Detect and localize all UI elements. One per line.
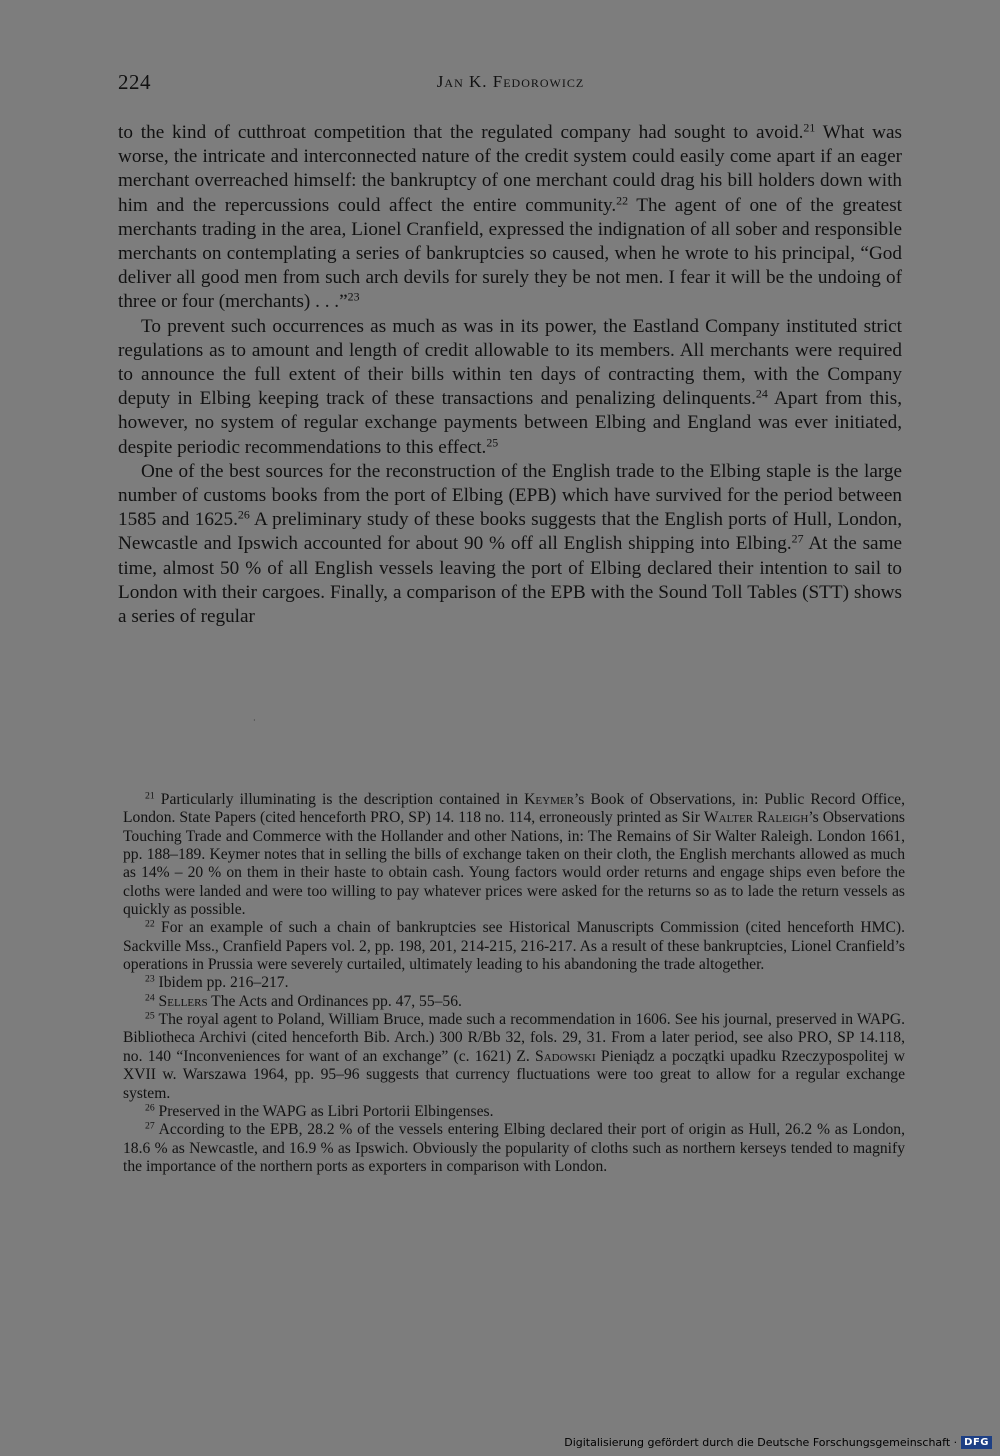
footnote-21: $^{21}$ Particularly illuminating is the description contained in Keymer’s Book of Observations, in: Public Record Office, London. State Papers (cited henceforth PRO, SP) 14. 118 no. 114, erroneously printed as Sir Walter Raleigh’s Observations Touching Trade and Commerce with the Hollander and other Nations, in: The Remains of Sir Walter Raleigh. London 1661, pp. 188–189. Keymer notes that in selling the bills of exchange taken on their cloth, the English merchants allowed as much as 14% – 20 % on them in their haste to obtain cash. Young factors would order returns and engage ships even before the cloths were landed and were too willing to pay whatever prices were asked for the returns so as to lade the return vessels as quickly as possible.	[123, 790, 905, 919]
running-head: Jan K. Fedorowicz	[436, 72, 585, 91]
footnotes	[123, 791, 905, 1176]
page-header	[118, 70, 903, 100]
page-number: 224	[118, 70, 151, 94]
digitization-credit	[564, 1434, 992, 1450]
paragraph-3: One of the best sources for the reconstruction of the English trade to the Elbing staple is the large number of customs books from the port of Elbing (EPB) which have survived for the period between 1585 and 1625.26 A preliminary study of these books suggests that the English ports of Hull, London, Newcastle and Ipswich accounted for about 90 % off all English shipping into Elbing.$^{27}$ At the same time, almost 50 % of all English vessels leaving the port of Elbing declared their intention to sail to London with their cargoes. Finally, a comparison of the EPB with the Sound Toll Tables (STT) shows a series of regular	[118, 460, 903, 628]
main-text	[118, 121, 902, 629]
footnote-ref-21: 21	[803, 120, 816, 135]
footnote-23: $^{23}$ Ibidem pp. 216–217.	[145, 974, 289, 992]
footnote-25: $^{25}$ The royal agent to Poland, William Bruce, made such a recommendation in 1606. See his journal, preserved in WAPG. Bibliotheca Archivi (cited henceforth Bib. Arch.) 300 R/Bb 32, fols. 29, 31. From a later period, see also PRO, SP 14.118, no. 140 “Inconveniences for want of an exchange” (c. 1621) Z. Sadowski Pieniądz a początki upadku Rzeczypospolitej w XVII w. Warszawa 1964, pp. 95–96 suggests that currency fluctuations were too great to allow for a regular exchange system.	[123, 1010, 905, 1102]
footnote-ref-25: 25	[486, 435, 499, 450]
footnote-ref-26: 26	[237, 507, 250, 522]
paragraph-2: To prevent such occurrences as much as was in its power, the Eastland Company instituted strict regulations as to amount and length of credit allowable to its members. All merchants were required to announce the full extent of their bills within ten days of contracting them, with the Company deputy in Elbing keeping track of these transactions and penalizing delinquents.$^{24}$ Apart from this, however, no system of regular exchange payments between Elbing and England was ever initiated, despite periodic recommendations to this effect.$^{25}$	[118, 315, 902, 458]
footnote-27: $^{27}$ According to the EPB, 28.2 % of the vessels entering Elbing declared their port of origin as Hull, 26.2 % as London, 18.6 % as Newcastle, and 16.9 % as Ipswich. Obviously the popularity of cloths such as northern kerseys tended to magnify the importance of the northern ports as exporters in comparison with London.	[123, 1120, 905, 1175]
dfg-logo-icon: DFG	[961, 1436, 992, 1449]
credit-text: Digitalisierung gefördert durch die Deutsche Forschungsgemeinschaft ·	[564, 1435, 958, 1449]
footnote-26: $^{26}$ Preserved in the WAPG as Libri Portorii Elbingenses.	[145, 1102, 494, 1120]
paragraph-1: to the kind of cutthroat competition that the regulated company had sought to avoid.$^{21}$ What was worse, the intricate and interconnected nature of the credit system could easily come apart if an eager merchant overreached himself: the bankruptcy of one merchant could drag his bill holders down with him and the repercussions could affect the entire community.$^{22}$ The agent of one of the greatest merchants trading in the area, Lionel Cranfield, expressed the indignation of all sober and responsible merchants on contemplating a series of bankruptcies so caused, when he wrote to his principal, “God deliver all good men from such arch devils for surely they be not men. I fear it will be the undoing of three or four (merchants) . . .”$^{23}$	[118, 120, 903, 313]
footnote-ref-22: 22	[616, 193, 629, 208]
footnote-ref-23: 23	[347, 289, 360, 304]
footnote-ref-24: 24	[755, 386, 768, 401]
footnote-ref-27: 27	[791, 531, 804, 546]
footnote-24: $^{24}$ Sellers The Acts and Ordinances pp. 47, 55–56.	[145, 992, 462, 1010]
footnote-22: $^{22}$ For an example of such a chain of bankruptcies see Historical Manuscripts Commission (cited henceforth HMC). Sackville Mss., Cranfield Papers vol. 2, pp. 198, 201, 214-215, 216-217. As a result of these bankruptcies, Lionel Cranfield’s operations in Prussia were severely curtailed, ultimately leading to his abandoning the trade altogether.	[123, 919, 905, 974]
scan-mark: ·	[253, 716, 256, 725]
